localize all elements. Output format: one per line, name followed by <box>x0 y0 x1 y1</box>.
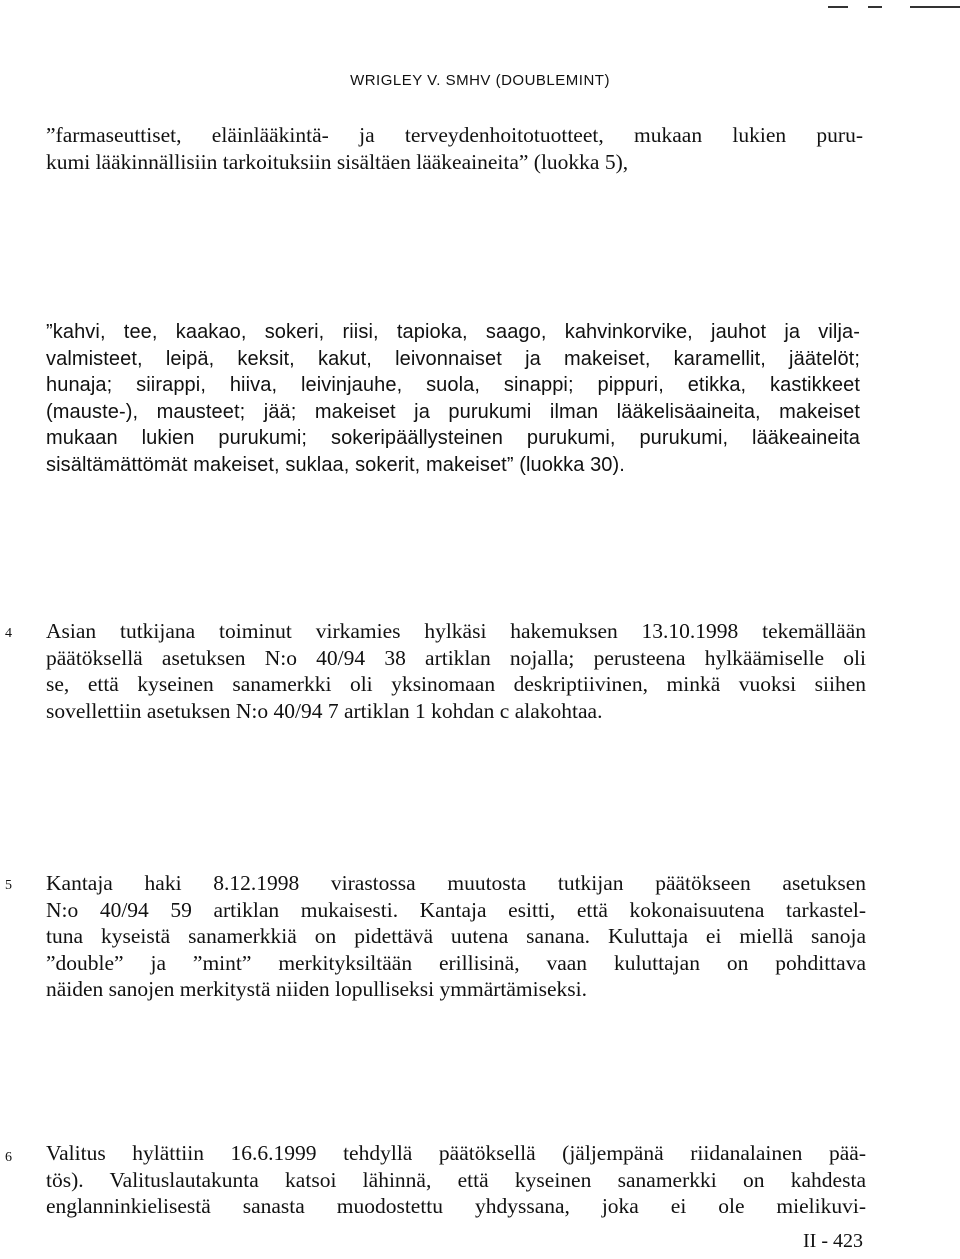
quote-class-5-line-1: ”farmaseuttiset, eläinlääkintä- ja terveydenhoitotuotteet, mukaan lukien puru- <box>46 123 863 147</box>
paragraph-4-line-2: päätöksellä asetuksen N:o 40/94 38 artiklan nojalla; perusteena hylkäämiselle oli <box>46 645 866 670</box>
paragraph-4-line-3: se, että kyseinen sanamerkki oli yksinomaan deskriptiivinen, minkä vuoksi siihen <box>46 672 866 696</box>
paragraph-5 <box>46 870 866 1003</box>
paragraph-4-line-4: sovellettiin asetuksen N:o 40/94 7 artiklan 1 kohdan c alakohtaa. <box>46 698 603 723</box>
quote-class-30-line-6: sisältämättömät makeiset, suklaa, sokerit, makeiset” (luokka 30). <box>46 453 625 476</box>
quote-class-30-line-5: mukaan lukien purukumi; sokeripäällysteinen purukumi, purukumi, lääkeaineita <box>46 427 860 449</box>
paragraph-number-5: 5 <box>5 878 12 893</box>
paragraph-6-line-3: englanninkielisestä sanasta muodostettu yhdyssana, joka ei ole mielikuvi- <box>46 1194 866 1218</box>
paragraph-6 <box>46 1140 866 1220</box>
paragraph-number-6: 6 <box>5 1150 12 1165</box>
quote-class-30-line-3: hunaja; siirappi, hiiva, leivinjauhe, suola, sinappi; pippuri, etikka, kastikkeet <box>46 374 860 396</box>
quote-class-30-line-1: ”kahvi, tee, kaakao, sokeri, riisi, tapioka, saago, kahvinkorvike, jauhot ja vilja- <box>46 321 860 343</box>
paragraph-6-line-1: Valitus hylättiin 16.6.1999 tehdyllä päätöksellä (jäljempänä riidanalainen pää- <box>46 1141 866 1165</box>
top-rule-2 <box>868 6 882 8</box>
paragraph-6-line-2: tös). Valituslautakunta katsoi lähinnä, että kyseinen sanamerkki on kahdesta <box>46 1167 866 1192</box>
quote-class-30-line-2: valmisteet, leipä, keksit, kakut, leivonnaiset ja makeiset, karamellit, jäätelöt; <box>46 347 860 370</box>
paragraph-4 <box>46 618 866 724</box>
quote-class-30 <box>46 319 860 478</box>
top-rule-1 <box>828 6 848 8</box>
paragraph-5-line-1: Kantaja haki 8.12.1998 virastossa muutosta tutkijan päätökseen asetuksen <box>46 871 866 895</box>
paragraph-5-line-5: näiden sanojen merkitystä niiden lopulliseksi ymmärtämiseksi. <box>46 977 587 1001</box>
quote-class-5 <box>46 122 863 175</box>
quote-class-5-line-2: kumi lääkinnällisiin tarkoituksiin sisältäen lääkeaineita” (luokka 5), <box>46 149 629 174</box>
paragraph-4-line-1: Asian tutkijana toiminut virkamies hylkäsi hakemuksen 13.10.1998 tekemällään <box>46 619 866 643</box>
paragraph-5-line-3: tuna kyseistä sanamerkkiä on pidettävä uutena sanana. Kuluttaja ei miellä sanoja <box>46 924 866 948</box>
paragraph-5-line-2: N:o 40/94 59 artiklan mukaisesti. Kantaja esitti, että kokonaisuutena tarkastel- <box>46 897 866 922</box>
paragraph-5-line-4: ”double” ja ”mint” merkityksiltään erillisinä, vaan kuluttajan on pohdittava <box>46 950 866 975</box>
top-rule-3 <box>910 6 960 8</box>
running-title: WRIGLEY V. SMHV (DOUBLEMINT) <box>350 72 610 89</box>
paragraph-number-4: 4 <box>5 626 12 641</box>
quote-class-30-line-4: (mauste-), mausteet; jää; makeiset ja purukumi ilman lääkelisäaineita, makeiset <box>46 400 860 423</box>
page-number: II - 423 <box>803 1230 863 1252</box>
